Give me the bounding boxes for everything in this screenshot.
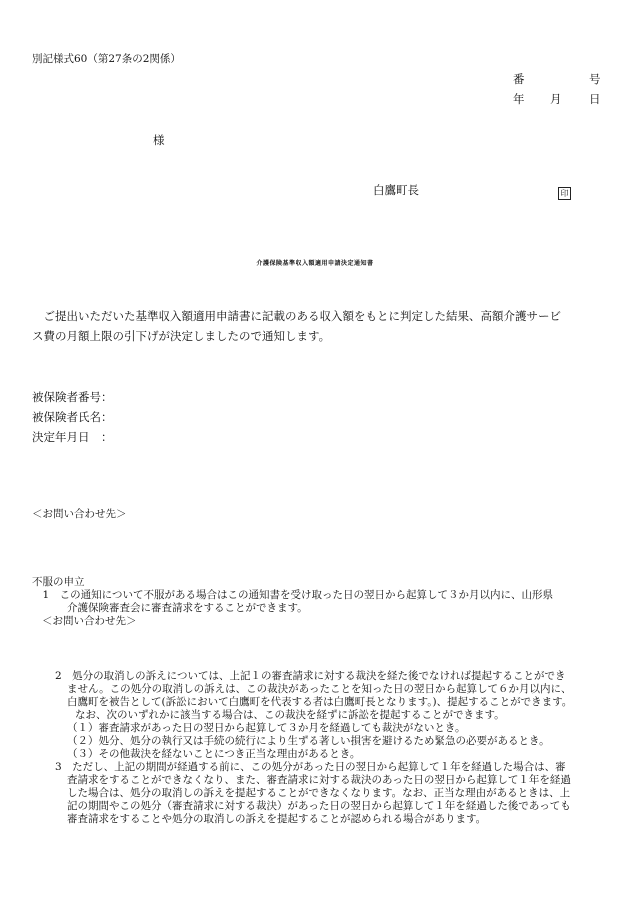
appeal-item-1-line-1: 1 この通知について不服がある場合はこの通知書を受け取った日の翌日から起算して３か月以内に、山形県 [32, 589, 553, 601]
appeal-item-3-line-3: した場合は、処分の取消しの訴えを提起することができなくなります。なお、正当な理由があるときは、上 [67, 787, 571, 799]
body-line-2: ス費の月額上限の引下げが決定しましたので通知します。 [32, 329, 331, 343]
appeal-item-2-line-4: なお、次のいずれかに該当する場合は、この裁決を経ずに訴訟を提起することができます。 [75, 709, 505, 721]
body-line-1: ご提出いただいた基準収入額適用申請書に記載のある収入額をもとに判定した結果、高額介護サービ [32, 309, 561, 323]
seal-stamp [558, 181, 571, 200]
insured-name-label: 被保険者氏名： [32, 410, 113, 424]
number-label: 番 [513, 72, 525, 86]
appeal-item-3-line-1: 3 ただし、上記の期間が経過する前に、この処分があった日の翌日から起算して１年を経過した場合は、審 [55, 761, 566, 773]
appeal-item-2-sub-3: （３）その他裁決を経ないことにつき正当な理由があるとき。 [67, 748, 361, 760]
appeal-item-1-line-2: 介護保険審査会に審査請求をすることができます。 [67, 602, 308, 614]
date-year: 年 [513, 92, 525, 106]
appeal-item-3-line-4: 記の期間やこの処分（審査請求に対する裁決）があった日の翌日から起算して１年を経過した後であっても [67, 800, 571, 812]
recipient-honorific: 様 [153, 133, 165, 147]
document-title: 介護保険基準収入額適用申請決定通知書 [256, 260, 374, 267]
appeal-item-2-line-2: ません。この処分の取消しの訴えは、この裁決があったことを知った日の翌日から起算して６か月以内に、 [67, 683, 572, 695]
seal-icon: 印 [558, 187, 571, 200]
sender-name: 白鷹町長 [373, 183, 419, 197]
appeal-item-2-sub-1: （１）審査請求があった日の翌日から起算して３か月を経過しても裁決がないとき。 [67, 722, 466, 734]
form-reference: 別記様式60（第27条の2関係） [32, 53, 181, 65]
appeal-item-1-contact: ＜お問い合わせ先＞ [42, 615, 137, 627]
appeal-item-2-line-1: 2 処分の取消しの訴えについては、上記１の審査請求に対する裁決を経た後でなければ提起することができ [55, 670, 566, 682]
date-month: 月 [550, 92, 562, 106]
decision-date-label: 決定年月日 ： [32, 430, 113, 444]
date-day: 日 [589, 92, 601, 106]
number-suffix: 号 [589, 72, 601, 86]
appeal-heading: 不服の申立 [32, 576, 85, 588]
insured-number-label: 被保険者番号： [32, 390, 113, 404]
appeal-item-2-line-3: 白鷹町を被告として(訴訟において白鷹町を代表する者は白鷹町長となります。)、提起することができます。 [67, 696, 573, 708]
appeal-item-3-line-2: 査請求をすることができなくなり、また、審査請求に対する裁決のあった日の翌日から起算して１年を経過 [67, 774, 571, 786]
appeal-item-3-line-5: 審査請求をすることや処分の取消しの訴えを提起することが認められる場合があります。 [67, 813, 487, 825]
appeal-item-2-sub-2: （２）処分、処分の執行又は手続の続行により生ずる著しい損害を避けるため緊急の必要があるとき。 [67, 735, 550, 747]
contact-label: ＜お問い合わせ先＞ [32, 508, 127, 520]
